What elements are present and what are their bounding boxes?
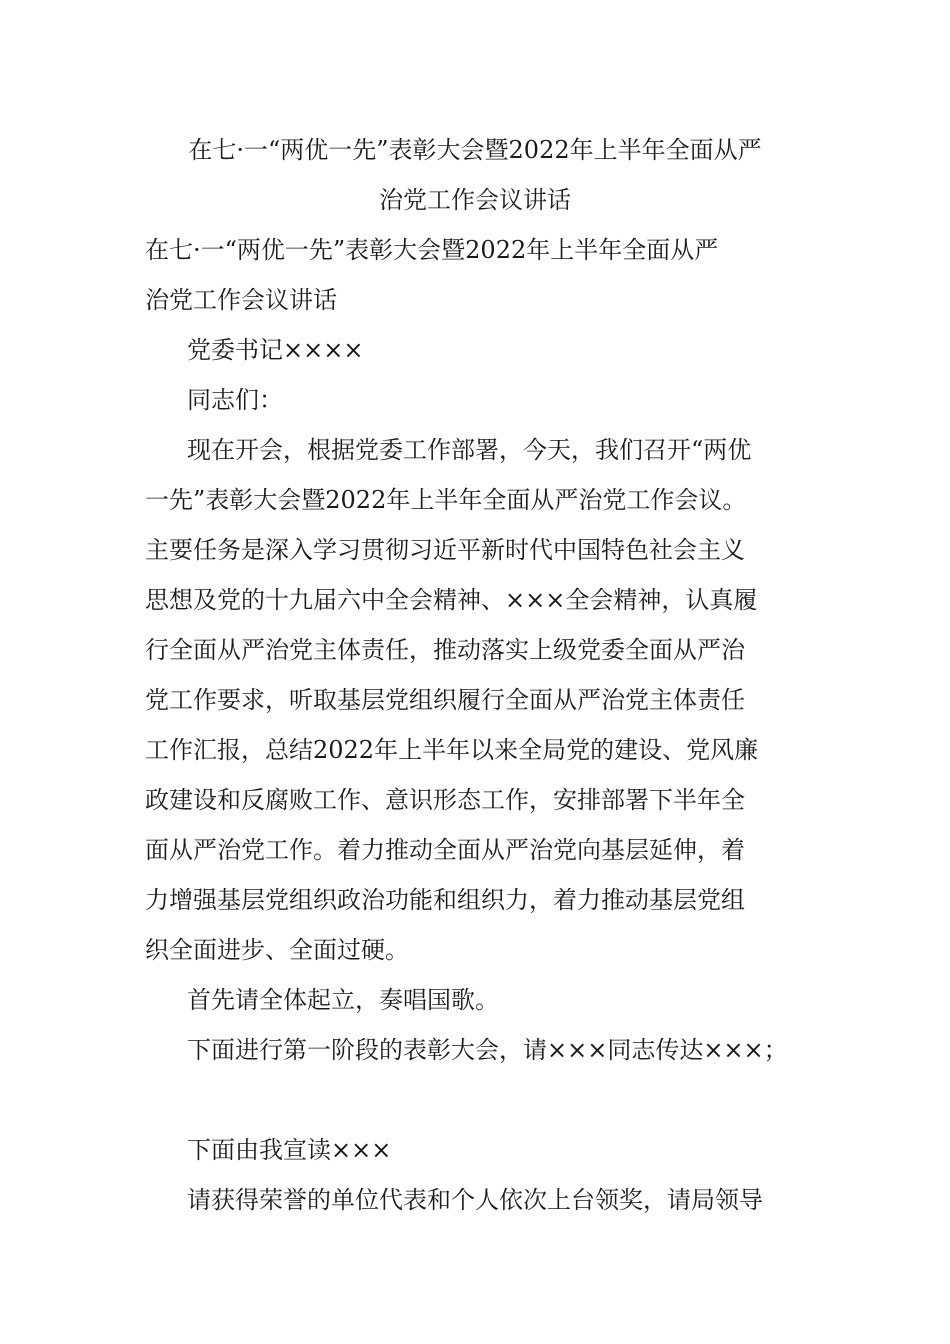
paragraph-line: 行全面从严治党主体责任，推动落实上级党委全面从严治: [145, 636, 745, 664]
document-title-line-1: 在七·一“两优一先”表彰大会暨2022年上半年全面从严: [188, 136, 762, 164]
repeat-title-line-1: 在七·一“两优一先”表彰大会暨2022年上半年全面从严: [145, 236, 719, 264]
paragraph-announcement: 下面由我宣读×××: [187, 1136, 392, 1164]
author-line: 党委书记××××: [187, 336, 364, 364]
paragraph-line: 主要任务是深入学习贯彻习近平新时代中国特色社会主义: [145, 536, 745, 564]
paragraph-awards: 请获得荣誉的单位代表和个人依次上台领奖，请局领导: [187, 1186, 763, 1214]
paragraph-line: 力增强基层党组织政治功能和组织力，着力推动基层党组: [145, 886, 745, 914]
paragraph-line: 政建设和反腐败工作、意识形态工作，安排部署下半年全: [145, 786, 745, 814]
paragraph-line: 党工作要求，听取基层党组织履行全面从严治党主体责任: [145, 686, 745, 714]
paragraph-anthem: 首先请全体起立，奏唱国歌。: [187, 986, 499, 1014]
paragraph-first-stage: 下面进行第一阶段的表彰大会，请×××同志传达×××；: [187, 1036, 788, 1064]
paragraph-line: 工作汇报，总结2022年上半年以来全局党的建设、党风廉: [145, 736, 759, 764]
paragraph-line: 思想及党的十九届六中全会精神、×××全会精神，认真履: [145, 586, 758, 614]
paragraph-line: 织全面进步、全面过硬。: [145, 936, 409, 964]
paragraph-line: 现在开会，根据党委工作部署，今天，我们召开“两优: [187, 436, 752, 464]
greeting-line: 同志们：: [187, 386, 283, 414]
paragraph-line: 一先”表彰大会暨2022年上半年全面从严治党工作会议。: [145, 486, 747, 514]
paragraph-line: 面从严治党工作。着力推动全面从严治党向基层延伸，着: [145, 836, 745, 864]
repeat-title-line-2: 治党工作会议讲话: [145, 286, 337, 314]
document-title-line-2: 治党工作会议讲话: [379, 186, 571, 214]
